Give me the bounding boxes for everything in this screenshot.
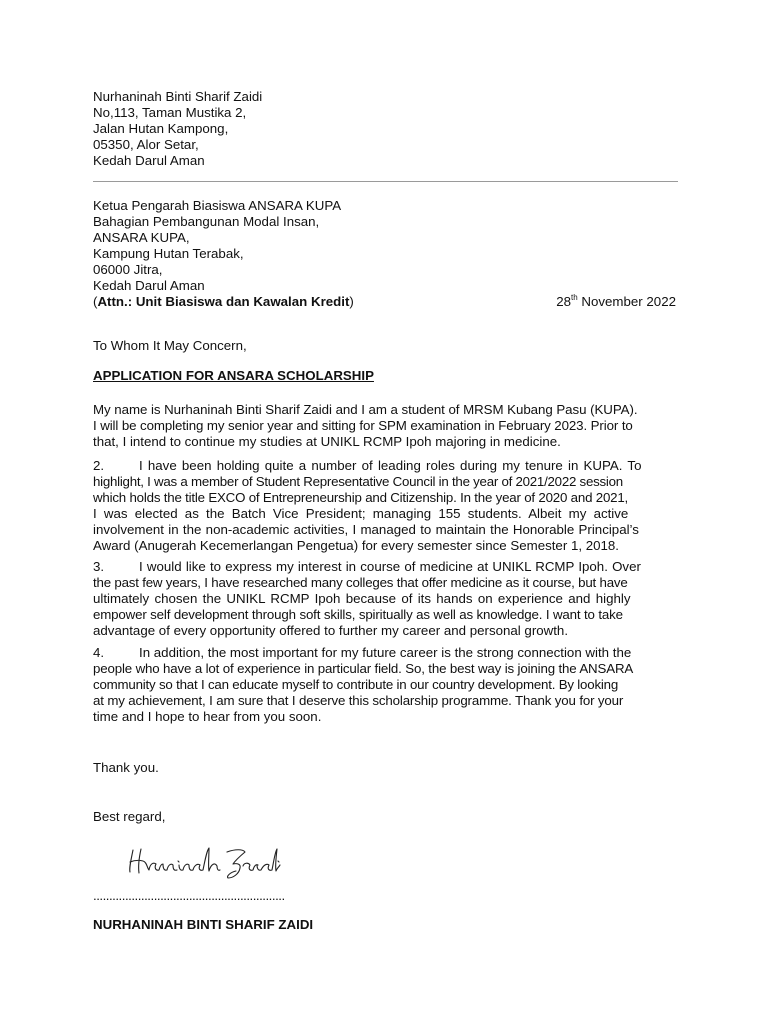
paragraph-line [93,559,676,575]
paragraph-line: empower self development through soft skills, spiritually as well as knowledge. I want to take [93,607,623,622]
recipient-address-block [93,198,676,310]
sender-address-line: 05350, Alor Setar, [93,137,199,152]
paragraph-line: that, I intend to continue my studies at UNIKL RCMP Ipoh majoring in medicine. [93,434,561,449]
closing-thanks: Thank you. [93,760,159,775]
paragraph-number: 4. [93,645,105,660]
paragraph-line: time and I hope to hear from you soon. [93,709,322,724]
date-suffix: th [571,292,578,302]
sender-address-line: Kedah Darul Aman [93,153,205,168]
paragraph-text: In addition, the most important for my future career is the strong connection with the [139,645,632,660]
paragraph-line: My name is Nurhaninah Binti Sharif Zaidi and I am a student of MRSM Kubang Pasu (KUPA). [93,402,638,417]
paragraph-text: I would like to express my interest in course of medicine at UNIKL RCMP Ipoh. Over [139,559,641,574]
handwritten-signature [123,840,283,882]
subject-line: APPLICATION FOR ANSARA SCHOLARSHIP [93,368,374,383]
attention-text: Attn.: Unit Biasiswa dan Kawalan Kredit [97,294,350,309]
recipient-line: Kampung Hutan Terabak, [93,246,244,261]
paragraph-line: ultimately chosen the UNIKL RCMP Ipoh because of its hands on experience and highly [93,591,631,606]
sender-address-line: Jalan Hutan Kampong, [93,121,229,136]
recipient-line: 06000 Jitra, [93,262,163,277]
paragraph-line: advantage of every opportunity offered to further my career and personal growth. [93,623,569,638]
signatory-name: NURHANINAH BINTI SHARIF ZAIDI [93,917,314,932]
paragraph-line: involvement in the non-academic activities, I managed to maintain the Honorable Principal’s [93,522,639,537]
sender-address-line: No,113, Taman Mustika 2, [93,105,247,120]
signature-dotted-line: ............................................................ [93,888,285,903]
paragraph-line: Award (Anugerah Kecemerlangan Pengetua) for every semester since Semester 1, 2018. [93,538,620,553]
date-day: 28 [556,294,572,309]
recipient-line: Bahagian Pembangunan Modal Insan, [93,214,320,229]
paragraph-line: which holds the title EXCO of Entrepreneurship and Citizenship. In the year of 2020 and 2021, [93,490,629,505]
letter-date [556,294,676,310]
paragraph-line: at my achievement, I am sure that I deserve this scholarship programme. Thank you for your [93,693,624,708]
sender-name: Nurhaninah Binti Sharif Zaidi [93,89,263,104]
paragraph-3 [93,559,676,639]
paragraph-line [93,458,676,474]
paragraph-line: community so that I can educate myself to contribute in our country development. By looking [93,677,619,692]
paragraph-line: I will be completing my senior year and sitting for SPM examination in February 2023. Prior to [93,418,633,433]
salutation: To Whom It May Concern, [93,338,247,353]
recipient-line: ANSARA KUPA, [93,230,190,245]
paragraph-line: the past few years, I have researched many colleges that offer medicine as it course, but have [93,575,628,590]
sender-address-block [93,89,676,169]
paragraph-number: 3. [93,559,105,574]
attention-open-paren: ( [93,294,98,309]
paragraph-number: 2. [93,458,105,473]
paragraph-line: I was elected as the Batch Vice President; managing 155 students. Albeit my active [93,506,629,521]
attention-row [93,294,676,310]
paragraph-2 [93,458,676,554]
letter-page [93,0,676,1024]
paragraph-1 [93,402,676,450]
attention-close-paren: ) [349,294,354,309]
paragraph-4 [93,645,676,725]
closing-regard: Best regard, [93,809,166,824]
paragraph-text: I have been holding quite a number of leading roles during my tenure in KUPA. To [139,458,642,473]
paragraph-line: highlight, I was a member of Student Representative Council in the year of 2021/2022 session [93,474,623,489]
date-month-year: November 2022 [577,294,676,309]
header-divider [93,181,678,182]
paragraph-line [93,645,676,661]
paragraph-line: people who have a lot of experience in particular field. So, the best way is joining the ANSARA [93,661,634,676]
recipient-line: Kedah Darul Aman [93,278,205,293]
recipient-line: Ketua Pengarah Biasiswa ANSARA KUPA [93,198,342,213]
